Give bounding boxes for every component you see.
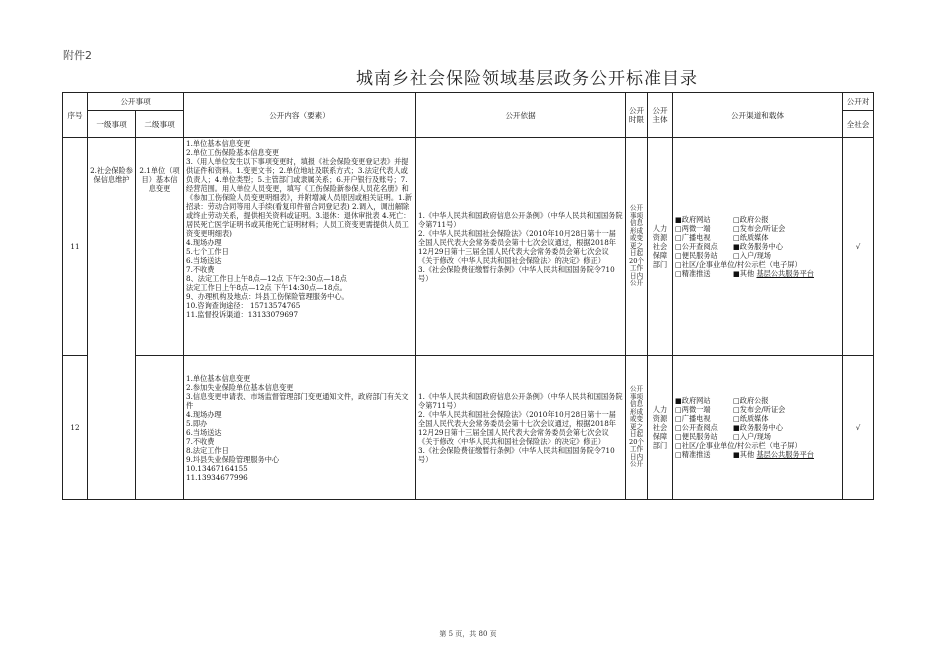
header-time: 公开时限 xyxy=(626,93,648,138)
header-channels: 公开渠道和载体 xyxy=(673,93,843,138)
header-object-group: 公开对 xyxy=(843,93,874,111)
row-seq: 11 xyxy=(63,138,88,356)
row-time: 公开事项信息形成或变更之日起20个工作日内公开 xyxy=(626,138,648,356)
row-seq: 12 xyxy=(63,356,88,500)
header-item-group: 公开事项 xyxy=(88,93,184,111)
row-content: 1.单位基本信息变更 2.参加失业保险单位基本信息变更 3.信息变更申请表、市场监督管理部门变更通知文件，政府部门有关文件 4.现场办理 5.即办 6.当场送达 7.不收费 8.法定工作日 9.㘰县失业保险管理服务中心 10.13467164155 11.13934677996 xyxy=(184,356,416,500)
page-title: 城南乡社会保险领域基层政务公开标准目录 xyxy=(356,69,698,89)
row-level2 xyxy=(136,356,184,500)
table-row xyxy=(63,138,874,356)
row-basis: 1.《中华人民共和国政府信息公开条例》（中华人民共和国国务院令第711号） 2.《中华人民共和国社会保险法》（2010年10月28日第十一届全国人民代表大会常务委员会第十七次会议通过，根据2018年12月29日第十三届全国人民代表大会常务委员会第七次会议《关于修改〈中华人民共和国社会保险法〉的决定》修正） 3.《社会保险费征缴暂行条例》（中华人民共和国国务院令710号） xyxy=(416,356,626,500)
header-level2: 二级事项 xyxy=(136,111,184,138)
table-row xyxy=(63,356,874,500)
row-all-society: √ xyxy=(843,138,874,356)
page-footer: 第 5 页，共 80 页 xyxy=(439,630,497,638)
row-channels: ■政府网站 □政府公报 □两微一端 □发布会/听证会 □广播电视 □纸质媒体 □公开查阅点 ■政务服务中心 □便民服务站 □入户/现场 □社区/企事业单位/村公示栏（电子屏） □精准推送 ■其他 基层公共服务平台 xyxy=(673,356,843,500)
header-content: 公开内容（要素） xyxy=(184,93,416,138)
row-subject: 人力资源社会保障部门 xyxy=(648,138,673,356)
row-content: 1.单位基本信息变更 2.单位工伤保险基本信息变更 3.（用人单位发生以下事项变更时，填报《社会保险变更登记表》并提供证件和资料。1.变更文书；2.单位地址及联系方式；3.法定代表人或负责人；4.单位类型；5.主管部门或隶属关系；6.开户银行及账号；7.经营范围。用人单位人员变更，填写《工伤保险新参保人员花名册》和《参加工伤保险人员变更明细表》，并附增减人员原因或相关证明。1.新招录：劳动合同等用人手续(看复印件留合同登记表) 2.调入，调出解除或终止劳动关系，提供相关资料或证明。3.退休：退休审批表 4.死亡：居民死亡医学证明书或其他死亡证明材料；人员工资变更需提供人员工资变更明细表) 4.现场办理 5.七个工作日 6.当场送达 7.不收费 8、法定工作日上午8点—12点 下午2:30点—18点 法定工作日上午8点—12点 下午14:30点—18点。 9、办理机构及地点：㘰县工伤保险管理服务中心。 10.咨询查询途径： 15713574765 11.监督投诉渠道：13133079697 xyxy=(184,138,416,356)
row-all-society: √ xyxy=(843,356,874,500)
attachment-label: 附件2 xyxy=(63,49,92,62)
catalog-table xyxy=(62,92,874,500)
row-basis: 1.《中华人民共和国政府信息公开条例》（中华人民共和国国务院令第711号） 2.《中华人民共和国社会保险法》（2010年10月28日第十一届全国人民代表大会常务委员会第十七次会议通过，根据2018年12月29日第十三届全国人民代表大会常务委员会第七次会议《关于修改〈中华人民共和国社会保险法〉的决定》修正） 3.《社会保险费征缴暂行条例》（中华人民共和国国务院令710号） xyxy=(416,138,626,356)
header-all-society: 全社会 xyxy=(843,111,874,138)
header-seq: 序号 xyxy=(63,93,88,138)
row-channels: ■政府网站 □政府公报 □两微一端 □发布会/听证会 □广播电视 □纸质媒体 □公开查阅点 ■政务服务中心 □便民服务站 □入户/现场 □社区/企事业单位/村公示栏（电子屏） □精准推送 ■其他 基层公共服务平台 xyxy=(673,138,843,356)
row-level2: 2.1单位（项目）基本信息变更 xyxy=(136,138,184,356)
header-subject: 公开主体 xyxy=(648,93,673,138)
row-time: 公开事项信息形成或变更之日起20个工作日内公开 xyxy=(626,356,648,500)
row-subject: 人力资源社会保障部门 xyxy=(648,356,673,500)
header-basis: 公开依据 xyxy=(416,93,626,138)
header-level1: 一级事项 xyxy=(88,111,136,138)
row-level1: 2.社会保险参保信息维护 xyxy=(88,138,136,500)
